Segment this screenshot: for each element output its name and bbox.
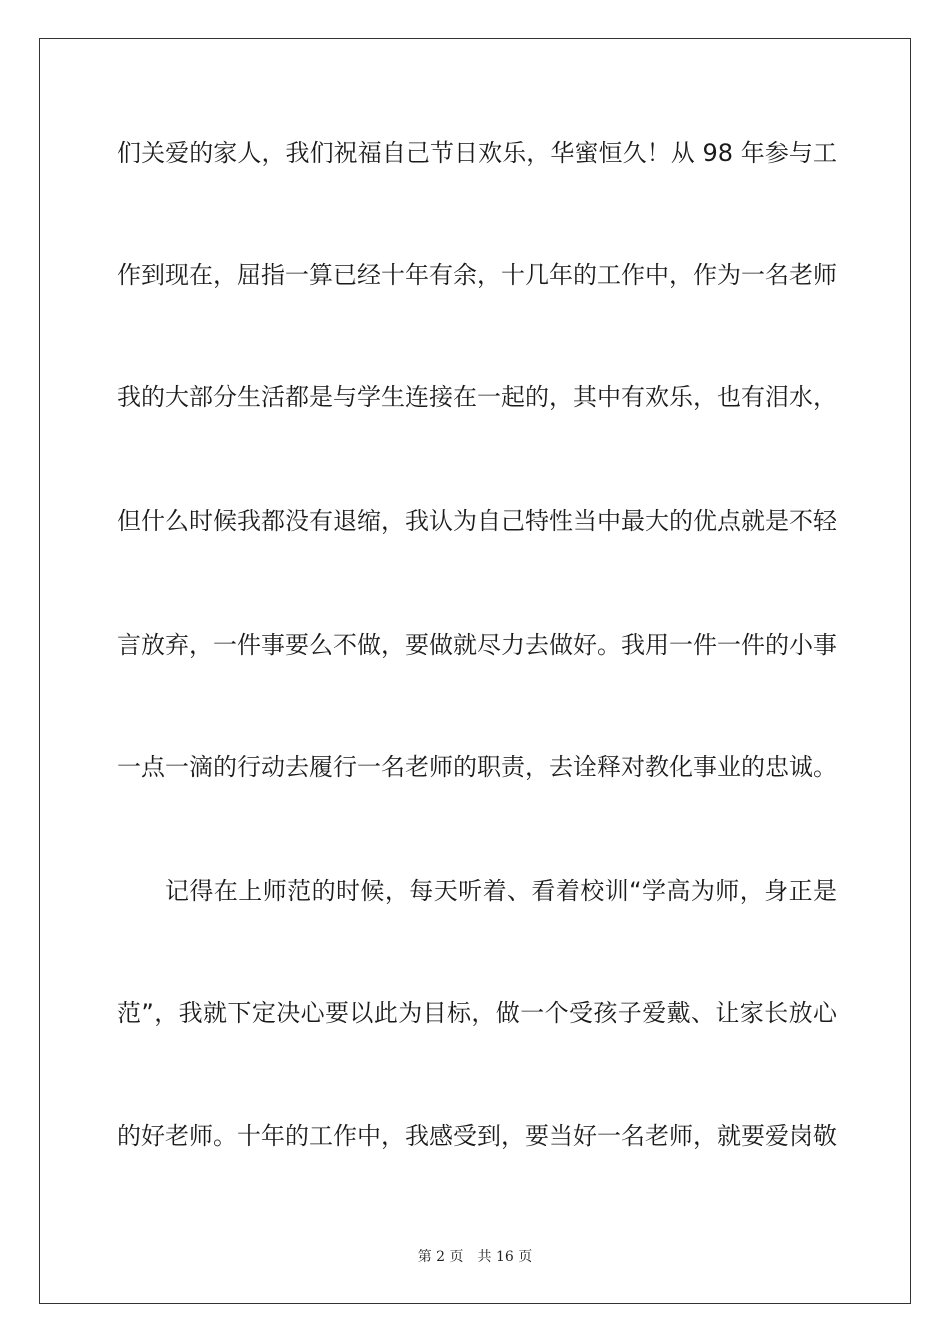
text-line-9: 的好老师。十年的工作中，我感受到，要当好一名老师，就要爱岗敬	[117, 1122, 837, 1150]
text-line-5: 言放弃，一件事要么不做，要做就尽力去做好。我用一件一件的小事	[117, 631, 837, 659]
text-line-4: 但什么时候我都没有退缩，我认为自己特性当中最大的优点就是不轻	[117, 507, 837, 535]
text-line-6: 一点一滴的行动去履行一名老师的职责，去诠释对教化事业的忠诚。	[117, 753, 837, 781]
page-number: 第 2 页	[417, 1249, 464, 1265]
text-line-1: 们关爱的家人，我们祝福自己节日欢乐，华蜜恒久！从 98 年参与工	[117, 139, 837, 167]
text-line-3: 我的大部分生活都是与学生连接在一起的，其中有欢乐，也有泪水，	[117, 383, 837, 411]
page-footer	[0, 1248, 950, 1266]
text-line-8: 范”，我就下定决心要以此为目标，做一个受孩子爱戴、让家长放心	[117, 999, 837, 1027]
page-border	[39, 38, 911, 1304]
text-line-7: 记得在上师范的时候，每天听着、看着校训“学高为师，身正是	[165, 877, 837, 905]
page-total: 共 16 页	[477, 1249, 533, 1265]
text-line-2: 作到现在，屈指一算已经十年有余，十几年的工作中，作为一名老师	[117, 261, 837, 289]
